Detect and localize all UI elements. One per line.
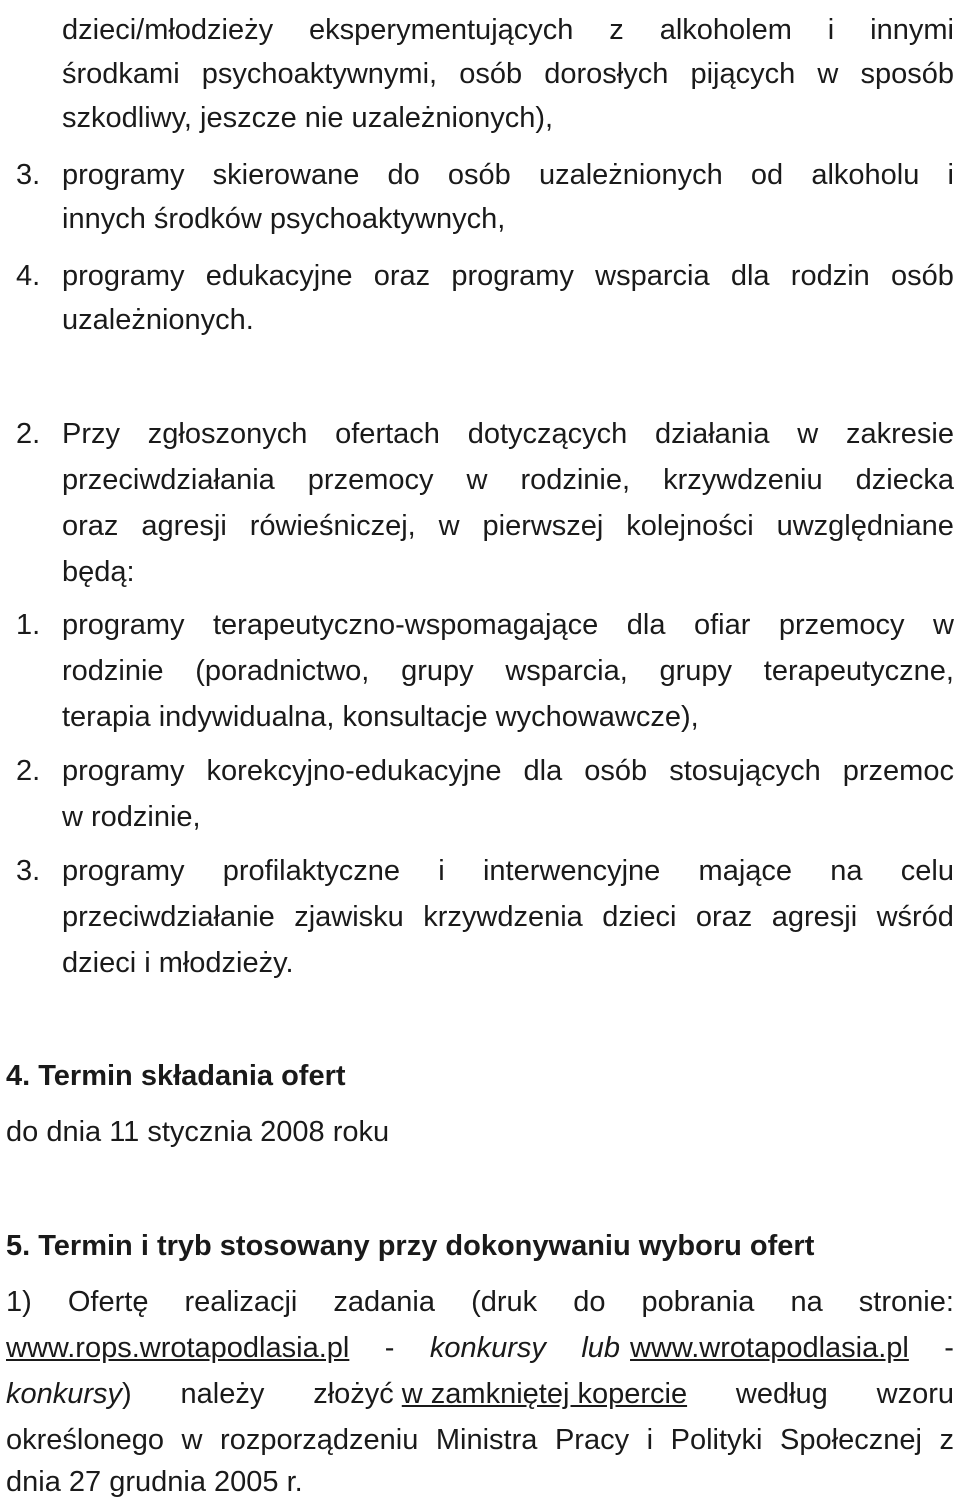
- text-line: szkodliwy, jeszcze nie uzależnionych),: [62, 102, 554, 134]
- deadline-text: do dnia 11 stycznia 2008 roku: [6, 1116, 390, 1148]
- text-word: do: [573, 1286, 606, 1318]
- text-word: ofiar: [693, 609, 751, 641]
- text-word: zadania: [333, 1286, 435, 1318]
- text-word: wsparcia,: [505, 655, 628, 687]
- text-word: ofertach: [335, 418, 440, 450]
- text-word: złożyć: [313, 1378, 394, 1410]
- text-word: 1): [6, 1286, 32, 1318]
- text-word: osób: [447, 159, 511, 191]
- text-word: wsparcia: [595, 260, 710, 292]
- text-word: w: [466, 464, 488, 496]
- list-number: 3.: [16, 159, 41, 191]
- text-word: krzywdzeniu: [663, 464, 823, 496]
- text-line: innych środków psychoaktywnych,: [62, 203, 506, 235]
- text-word: przemocy: [307, 464, 434, 496]
- text-line: uzależnionych.: [62, 304, 254, 336]
- text-word: uwzględniane: [776, 510, 954, 542]
- text-word: należy: [180, 1378, 265, 1410]
- text-word: i: [947, 159, 954, 191]
- list-number: 4.: [16, 260, 41, 292]
- text-word: dla: [730, 260, 770, 292]
- text-word: rodzinie: [62, 655, 164, 687]
- text-word: pobrania: [641, 1286, 755, 1318]
- text-word: Społecznej: [780, 1424, 922, 1456]
- text-line: [62, 12, 954, 48]
- text-word: innymi: [870, 14, 954, 46]
- list-text: [62, 753, 954, 789]
- text-word: Polityki: [670, 1424, 763, 1456]
- text-word: edukacyjne: [205, 260, 353, 292]
- section-2-intro: [16, 416, 954, 452]
- text-word: Pracy: [554, 1424, 630, 1456]
- section-number: 2.: [16, 418, 41, 450]
- cut-off-line: dnia 27 grudnia 2005 r.: [6, 1466, 303, 1498]
- text-word: realizacji: [184, 1286, 298, 1318]
- list-number: 3.: [16, 855, 41, 887]
- text-word: grupy: [659, 655, 733, 687]
- list-item-1: [16, 607, 954, 643]
- text-line: [6, 1422, 954, 1458]
- text-word: Ofertę: [67, 1286, 149, 1318]
- rops-link[interactable]: www.rops.wrotapodlasia.pl: [6, 1332, 350, 1364]
- text-line: będą:: [62, 556, 135, 588]
- text-line: w rodzinie,: [62, 801, 201, 833]
- text-word: eksperymentujących: [309, 14, 574, 46]
- text-line: dzieci i młodzieży.: [62, 947, 294, 979]
- text-word: programy: [451, 260, 574, 292]
- text-word: rodzin: [790, 260, 870, 292]
- text-word: według: [735, 1378, 828, 1410]
- separator: -: [384, 1332, 395, 1364]
- konkursy-text: konkursy: [6, 1378, 123, 1410]
- text-word: profilaktyczne: [222, 855, 401, 887]
- list-text: [62, 157, 954, 193]
- text-word: dla: [523, 755, 563, 787]
- text-word: i: [438, 855, 445, 887]
- text-line: [62, 653, 954, 689]
- links-line: [6, 1330, 954, 1366]
- list-text: [62, 853, 954, 889]
- list-item-3: [16, 853, 954, 889]
- text-word: z: [939, 1424, 954, 1456]
- text-word: Przy: [62, 418, 120, 450]
- text-word: dorosłych: [544, 58, 669, 90]
- text-word: skierowane: [212, 159, 360, 191]
- text-word: pierwszej: [482, 510, 604, 542]
- envelope-text: w zamkniętej kopercie: [401, 1378, 688, 1410]
- text-word: psychoaktywnymi,: [201, 58, 438, 90]
- text-word: w: [933, 609, 954, 641]
- text-word: przeciwdziałania: [62, 464, 275, 496]
- text-word: alkoholu: [811, 159, 920, 191]
- list-item-4: [16, 258, 954, 294]
- text-word: osób: [459, 58, 523, 90]
- text-word: z: [609, 14, 624, 46]
- text-line: [62, 56, 954, 92]
- section-5-heading: 5. Termin i tryb stosowany przy dokonywaniu wyboru ofert: [6, 1230, 815, 1262]
- text-word: stosujących: [669, 755, 821, 787]
- text-word: przemoc: [842, 755, 954, 787]
- text-word: w: [438, 510, 460, 542]
- text-word: (poradnictwo,: [195, 655, 370, 687]
- text-word: w: [181, 1424, 203, 1456]
- text-word: wzoru: [876, 1378, 954, 1410]
- text-word: i: [827, 14, 835, 46]
- text-line: [62, 508, 954, 544]
- text-word: programy: [62, 159, 185, 191]
- section-4-heading: 4. Termin składania ofert: [6, 1060, 346, 1092]
- text-word: (druk: [471, 1286, 538, 1318]
- text-word: zgłoszonych: [147, 418, 308, 450]
- separator: -: [944, 1332, 954, 1364]
- text-word: programy: [62, 855, 185, 887]
- text-word: przemocy: [778, 609, 905, 641]
- text-word: środkami: [62, 58, 180, 90]
- text-word: osób: [584, 755, 648, 787]
- text-word: rozporządzeniu: [220, 1424, 419, 1456]
- text-word: sposób: [860, 58, 954, 90]
- text-line: terapia indywidualna, konsultacje wychowawcze),: [62, 701, 699, 733]
- text-word: mające: [698, 855, 793, 887]
- text-word: określonego: [6, 1424, 164, 1456]
- text-word: rodzinie,: [520, 464, 631, 496]
- text-word: pijących: [690, 58, 796, 90]
- text-word: interwencyjne: [482, 855, 661, 887]
- intro-text: [62, 416, 954, 452]
- text-word: krzywdzenia: [423, 901, 583, 933]
- text-word: zakresie: [846, 418, 954, 450]
- text-word: programy: [62, 609, 185, 641]
- text-word: działania: [655, 418, 770, 450]
- text-word: alkoholem: [659, 14, 792, 46]
- text-word: oraz: [373, 260, 431, 292]
- text-line: [6, 1284, 954, 1320]
- lub-text: lub: [581, 1332, 621, 1364]
- text-word: Ministra: [435, 1424, 538, 1456]
- text-word: oraz: [62, 510, 119, 542]
- list-item-2: [16, 753, 954, 789]
- text-word: agresji: [771, 901, 858, 933]
- text-word: stronie:: [858, 1286, 954, 1318]
- text-word: programy: [62, 260, 185, 292]
- text-word: dotyczących: [467, 418, 628, 450]
- text-line: [62, 899, 954, 935]
- list-item-3: [16, 157, 954, 193]
- wrotapodlasia-link[interactable]: www.wrotapodlasia.pl: [630, 1332, 909, 1364]
- text-word: na: [830, 855, 863, 887]
- text-line: [6, 1376, 954, 1412]
- paren: ): [122, 1378, 132, 1410]
- list-text: [62, 258, 954, 294]
- text-word: uzależnionych: [538, 159, 723, 191]
- text-word: terapeutyczno-wspomagające: [212, 609, 599, 641]
- list-text: [62, 607, 954, 643]
- text-word: celu: [900, 855, 954, 887]
- text-word: do: [387, 159, 420, 191]
- text-word: w: [817, 58, 839, 90]
- text-word: agresji: [141, 510, 227, 542]
- text-line: [62, 462, 954, 498]
- text-word: osób: [891, 260, 954, 292]
- text-word: dzieci: [602, 901, 677, 933]
- text-word: terapeutyczne,: [763, 655, 954, 687]
- text-word: przeciwdziałanie: [62, 901, 275, 933]
- text-word: oraz: [695, 901, 753, 933]
- text-word: dziecka: [855, 464, 954, 496]
- text-word: w: [797, 418, 819, 450]
- text-word: i: [646, 1424, 654, 1456]
- text-word: na: [790, 1286, 823, 1318]
- text-word: wśród: [876, 901, 954, 933]
- text-word: programy: [62, 755, 185, 787]
- list-number: 1.: [16, 609, 41, 641]
- text-word: korekcyjno-edukacyjne: [206, 755, 502, 787]
- list-number: 2.: [16, 755, 41, 787]
- text-word: dla: [626, 609, 666, 641]
- text-word: zjawisku: [294, 901, 404, 933]
- konkursy-text: konkursy: [429, 1332, 546, 1364]
- text-word: kolejności: [626, 510, 754, 542]
- text-word: dzieci/młodzieży: [62, 14, 274, 46]
- text-word: od: [750, 159, 784, 191]
- text-word: grupy: [401, 655, 474, 687]
- text-word: rówieśniczej,: [249, 510, 416, 542]
